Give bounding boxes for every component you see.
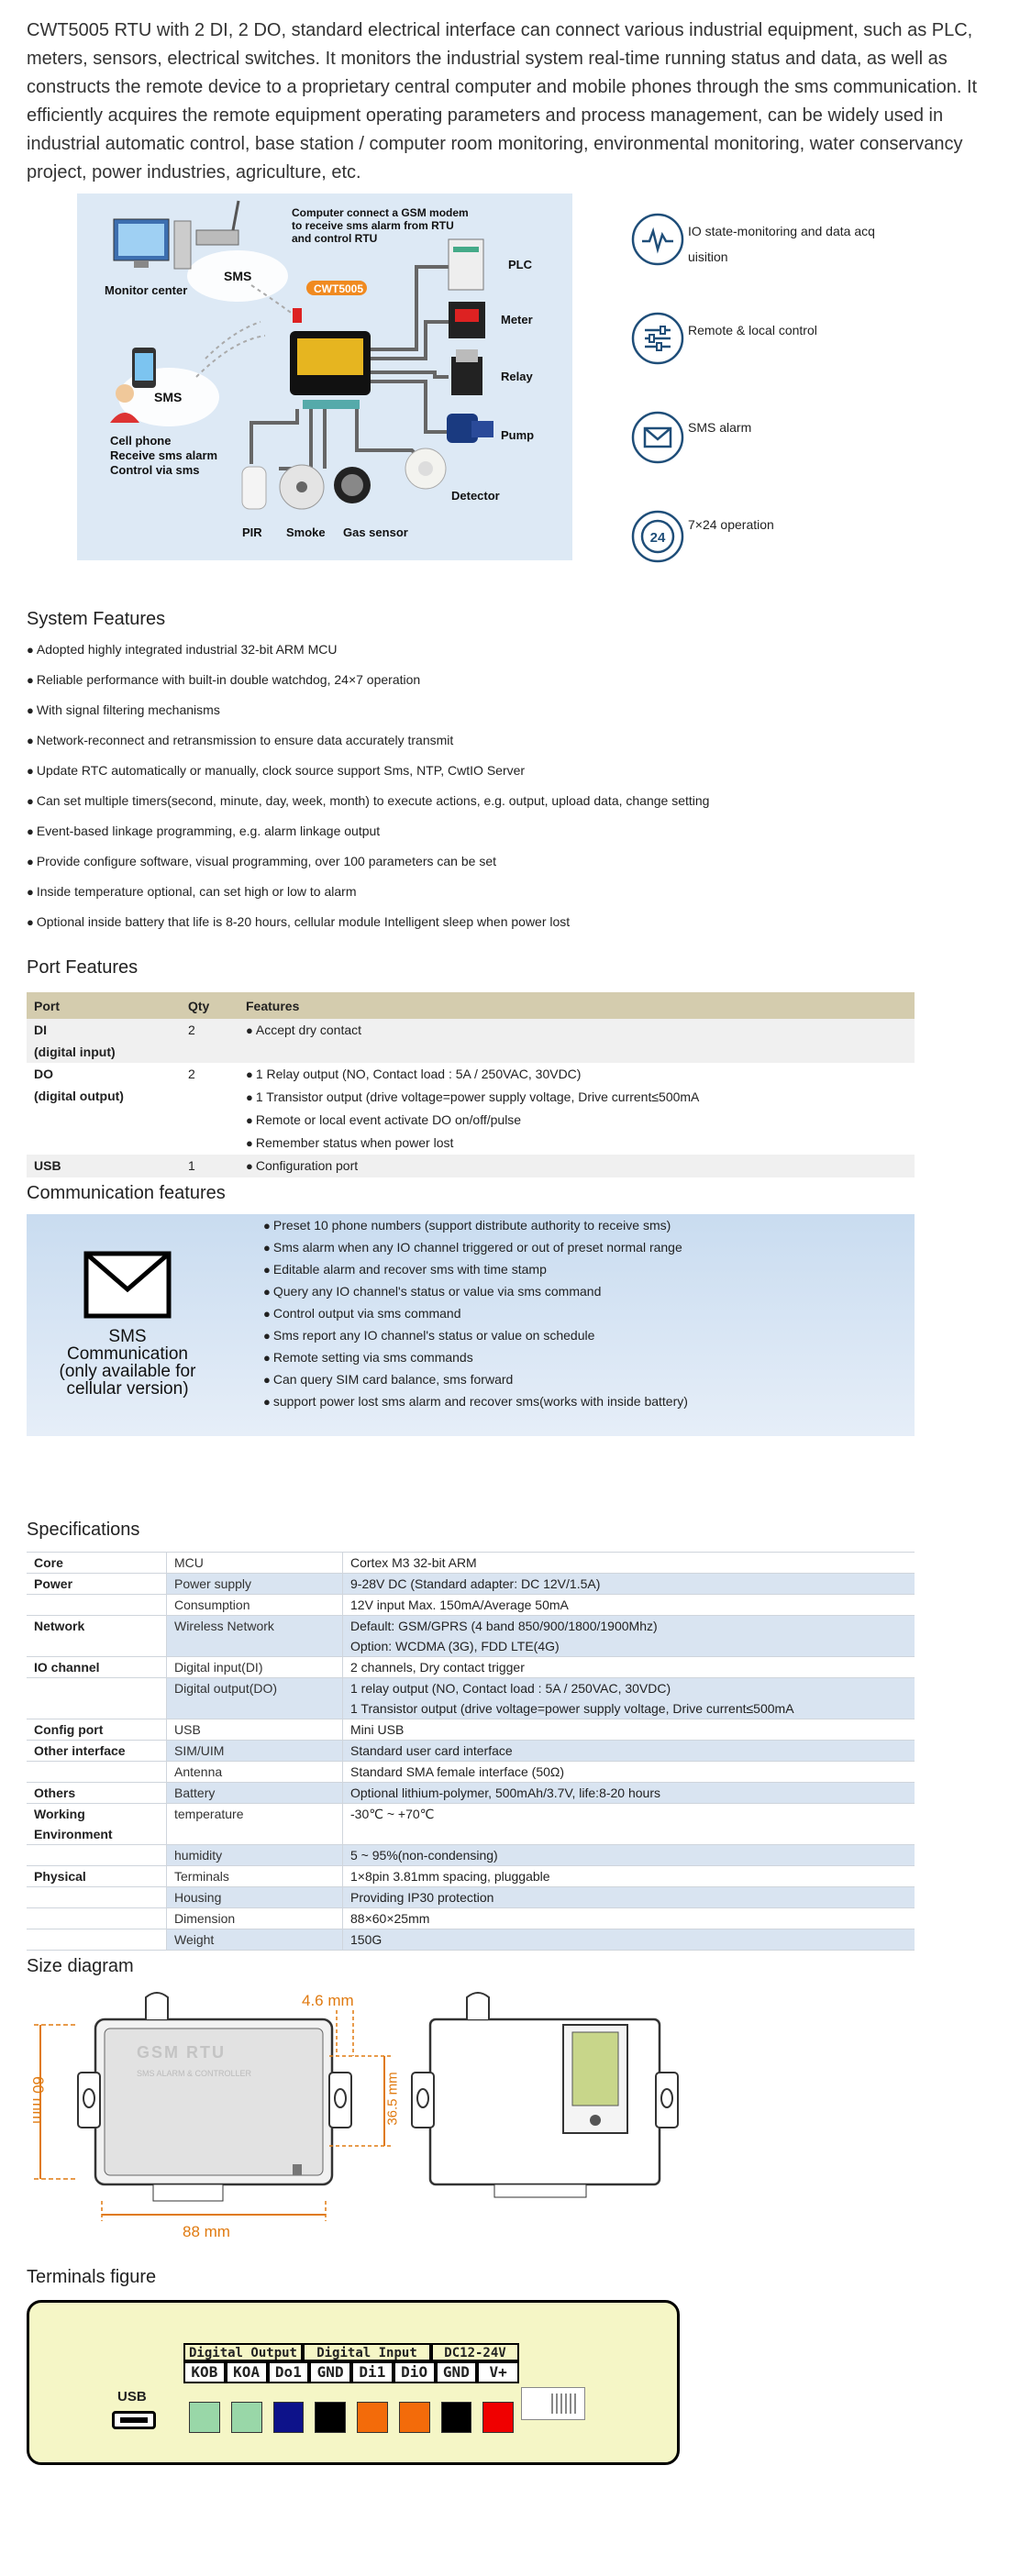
table-row (27, 1019, 915, 1063)
table-row (27, 1929, 915, 1951)
comm-feature-item: ● Editable alarm and recover sms with time stamp (263, 1262, 547, 1277)
spec-item-cell: humidity (167, 1845, 343, 1866)
table-row (27, 1063, 915, 1155)
antenna-icon (293, 308, 302, 323)
spec-category-cell (27, 1595, 167, 1616)
dim-height-label: 60 mm (28, 2076, 47, 2124)
communication-panel (27, 1214, 915, 1436)
pin-color-swatch (441, 2402, 472, 2433)
features-cell: ● Accept dry contact (238, 1019, 915, 1063)
computer-note: Computer connect a GSM modem to receive sms alarm from RTU and control RTU (292, 206, 469, 245)
spec-item-cell: Weight (167, 1929, 343, 1951)
spec-category-cell (27, 1908, 167, 1929)
pir-icon (242, 467, 266, 509)
spec-value-cell: Optional lithium-polymer, 500mAh/3.7V, life:8-20 hours (343, 1783, 915, 1804)
pin-color-swatch (399, 2402, 430, 2433)
highlight-label-io: IO state-monitoring and data acq uisition (688, 224, 875, 264)
features-header: Features (238, 992, 915, 1019)
spec-item-cell: SIM/UIM (167, 1741, 343, 1762)
spec-item-cell: USB (167, 1719, 343, 1741)
system-feature-item: ● Reliable performance with built-in double watchdog, 24×7 operation (27, 672, 421, 687)
clock-24-icon (631, 510, 684, 563)
pin-label: DiO (394, 2361, 436, 2383)
spec-value-cell: 9-28V DC (Standard adapter: DC 12V/1.5A) (343, 1574, 915, 1595)
system-feature-item: ● Update RTC automatically or manually, clock source support Sms, NTP, CwtIO Server (27, 763, 526, 778)
system-feature-item: ● Adopted highly integrated industrial 32-bit ARM MCU (27, 642, 338, 657)
spec-item-cell: Dimension (167, 1908, 343, 1929)
comm-feature-item: ● Control output via sms command (263, 1306, 461, 1321)
spec-value-cell: Cortex M3 32-bit ARM (343, 1553, 915, 1574)
smoke-label: Smoke (286, 525, 326, 539)
specifications-table (27, 1552, 915, 1951)
spec-value-cell: 5 ~ 95%(non-condensing) (343, 1845, 915, 1866)
device-sublabel: SMS ALARM & CONTROLLER (137, 2069, 252, 2078)
spec-category-cell (27, 1845, 167, 1866)
spec-item-cell: Wireless Network (167, 1616, 343, 1657)
spec-value-cell: Mini USB (343, 1719, 915, 1741)
pin-color-swatch (189, 2402, 220, 2433)
monitor-center-label: Monitor center (105, 283, 188, 297)
table-row (27, 1657, 915, 1678)
system-feature-item: ● Inside temperature optional, can set high or low to alarm (27, 884, 357, 899)
group-digital-input: Digital Input (303, 2343, 431, 2361)
terminals-panel (27, 2300, 680, 2465)
pin-color-row (183, 2402, 519, 2435)
comm-feature-item: ● support power lost sms alarm and recover sms(works with inside battery) (263, 1394, 688, 1409)
group-power: DC12-24V (431, 2343, 519, 2361)
gas-sensor-label: Gas sensor (343, 525, 408, 539)
port-cell: DI (digital input) (27, 1019, 181, 1063)
communication-title: Communication features (27, 1183, 226, 1203)
pin-label: Di1 (351, 2361, 394, 2383)
pin-color-swatch (357, 2402, 388, 2433)
spec-item-cell: temperature (167, 1804, 343, 1845)
spec-value-cell: Default: GSM/GPRS (4 band 850/900/1800/1900Mhz) Option: WCDMA (3G), FDD LTE(4G) (343, 1616, 915, 1657)
spec-item-cell: Consumption (167, 1595, 343, 1616)
table-row (27, 1845, 915, 1866)
dim-inner-label: 36.5 mm (384, 2072, 401, 2126)
system-feature-item: ● Event-based linkage programming, e.g. alarm linkage output (27, 824, 381, 838)
spec-category-cell: Other interface (27, 1741, 167, 1762)
size-diagram-title: Size diagram (27, 1956, 134, 1976)
comm-feature-item: ● Preset 10 phone numbers (support distribute authority to receive sms) (263, 1218, 671, 1233)
pin-color-swatch (315, 2402, 346, 2433)
detector-label: Detector (451, 489, 500, 503)
pin-label: V+ (477, 2361, 519, 2383)
pin-label: GND (436, 2361, 478, 2383)
spec-value-cell: -30℃ ~ +70℃ (343, 1804, 915, 1845)
port-header: Port (27, 992, 181, 1019)
dim-top-label: 4.6 mm (302, 1992, 354, 2009)
table-row (27, 1783, 915, 1804)
spec-item-cell: Housing (167, 1887, 343, 1908)
application-diagram (77, 193, 572, 560)
port-features-table (27, 992, 915, 1177)
spec-item-cell: Battery (167, 1783, 343, 1804)
qty-cell: 2 (181, 1063, 238, 1155)
product-tag: CWT5005 (314, 282, 364, 295)
size-diagram-art (27, 1981, 696, 2238)
system-feature-item: ● With signal filtering mechanisms (27, 702, 220, 717)
table-row (27, 1762, 915, 1783)
person-icon (116, 384, 134, 403)
pump-label: Pump (501, 428, 535, 442)
usb-port-icon (112, 2411, 156, 2429)
table-row (27, 1595, 915, 1616)
table-row (27, 1553, 915, 1574)
highlight-label-control: Remote & local control (688, 323, 817, 337)
pin-label: KOA (226, 2361, 268, 2383)
spec-category-cell: Physical (27, 1866, 167, 1887)
sms-top-label: SMS (224, 269, 252, 283)
comm-feature-item: ● Sms report any IO channel's status or value on schedule (263, 1328, 595, 1343)
meter-label: Meter (501, 313, 533, 326)
spec-value-cell: Standard user card interface (343, 1741, 915, 1762)
qty-header: Qty (181, 992, 238, 1019)
terminals-title: Terminals figure (27, 2267, 157, 2287)
modem-icon (196, 230, 238, 245)
pir-label: PIR (242, 525, 262, 539)
size-diagram (27, 1981, 696, 2238)
pin-color-swatch (273, 2402, 305, 2433)
sim-slot-icon (521, 2387, 585, 2420)
pin-label: GND (309, 2361, 351, 2383)
specifications-title: Specifications (27, 1520, 140, 1540)
spec-value-cell: 12V input Max. 150mA/Average 50mA (343, 1595, 915, 1616)
features-cell: ● Configuration port (238, 1155, 915, 1177)
spec-value-cell: 1 relay output (NO, Contact load : 5A / 250VAC, 30VDC) 1 Transistor output (drive voltage=power supply voltage, Drive current≤500mA (343, 1678, 915, 1719)
comm-feature-item: ● Remote setting via sms commands (263, 1350, 473, 1365)
intro-paragraph: CWT5005 RTU with 2 DI, 2 DO, standard electrical interface can connect various industrial equipment, such as PLC, meters, sensors, electrical switches. It monitors the industrial system real-time running status and data, as well as constructs the remote device to a proprietary central computer and mobile phones through the sms communication. It efficiently acquires the remote equipment operating parameters and process management, can be widely used in industrial automatic control, base station / computer room monitoring, environmental monitoring, water conservancy project, power industries, agriculture, etc. (27, 20, 978, 182)
table-row (27, 1574, 915, 1595)
spec-category-cell: Power (27, 1574, 167, 1595)
spec-category-cell: Config port (27, 1719, 167, 1741)
envelope-icon (83, 1251, 172, 1323)
spec-value-cell: 2 channels, Dry contact trigger (343, 1657, 915, 1678)
pin-color-swatch (482, 2402, 514, 2433)
table-row (27, 1804, 915, 1845)
pin-label-row (183, 2361, 519, 2383)
port-cell: DO (digital output) (27, 1063, 181, 1155)
system-feature-item: ● Network-reconnect and retransmission to ensure data accurately transmit (27, 733, 454, 747)
envelope-icon (631, 411, 684, 464)
sliders-icon (631, 312, 684, 365)
highlight-label-24: 7×24 operation (688, 517, 774, 532)
comm-feature-item: ● Query any IO channel's status or value via sms command (263, 1284, 602, 1299)
highlight-label-sms: SMS alarm (688, 420, 752, 435)
spec-item-cell: Digital output(DO) (167, 1678, 343, 1719)
device-label: GSM RTU (137, 2043, 226, 2062)
table-row (27, 1741, 915, 1762)
spec-value-cell: 150G (343, 1929, 915, 1951)
spec-category-cell: IO channel (27, 1657, 167, 1678)
pin-label: Do1 (268, 2361, 310, 2383)
svg-text:24: 24 (649, 530, 666, 546)
relay-icon (451, 357, 482, 395)
dim-width-label: 88 mm (183, 2223, 230, 2240)
spec-category-cell (27, 1887, 167, 1908)
cell-phone-label: Cell phone Receive sms alarm Control via sms (110, 434, 218, 477)
system-feature-item: ● Optional inside battery that life is 8-20 hours, cellular module Intelligent sleep when power lost (27, 914, 571, 929)
comm-feature-item: ● Sms alarm when any IO channel triggered or out of preset normal range (263, 1240, 682, 1255)
system-features-title: System Features (27, 609, 166, 629)
pin-label: KOB (183, 2361, 226, 2383)
waveform-icon (631, 213, 684, 266)
application-diagram-art (77, 193, 572, 560)
table-row (27, 1866, 915, 1887)
spec-value-cell: 1×8pin 3.81mm spacing, pluggable (343, 1866, 915, 1887)
pin-color-swatch (231, 2402, 262, 2433)
port-features-title: Port Features (27, 957, 139, 978)
features-cell: ● 1 Relay output (NO, Contact load : 5A / 250VAC, 30VDC) ● 1 Transistor output (drive voltage=power supply voltage, Drive current≤500mA ● Remote or local event activate DO on/off/pulse ● Remember status when power lost (238, 1063, 915, 1155)
port-cell: USB (27, 1155, 181, 1177)
relay-label: Relay (501, 370, 533, 383)
table-row (27, 1887, 915, 1908)
spec-category-cell (27, 1678, 167, 1719)
spec-item-cell: Digital input(DI) (167, 1657, 343, 1678)
sms-communication-caption: SMS Communication (only available for cellular version) (59, 1327, 196, 1399)
spec-value-cell: Standard SMA female interface (50Ω) (343, 1762, 915, 1783)
spec-value-cell: 88×60×25mm (343, 1908, 915, 1929)
spec-item-cell: Power supply (167, 1574, 343, 1595)
qty-cell: 1 (181, 1155, 238, 1177)
group-digital-output: Digital Output (183, 2343, 303, 2361)
table-row (27, 1719, 915, 1741)
spec-category-cell (27, 1762, 167, 1783)
plc-label: PLC (508, 258, 532, 271)
table-row (27, 1616, 915, 1657)
spec-value-cell: Providing IP30 protection (343, 1887, 915, 1908)
spec-category-cell (27, 1929, 167, 1951)
spec-category-cell: Core (27, 1553, 167, 1574)
spec-category-cell: Working Environment (27, 1804, 167, 1845)
spec-item-cell: Terminals (167, 1866, 343, 1887)
sms-left-label: SMS (154, 390, 183, 404)
qty-cell: 2 (181, 1019, 238, 1063)
table-row (27, 1678, 915, 1719)
system-feature-item: ● Provide configure software, visual programming, over 100 parameters can be set (27, 854, 496, 868)
spec-category-cell: Others (27, 1783, 167, 1804)
spec-item-cell: MCU (167, 1553, 343, 1574)
spec-item-cell: Antenna (167, 1762, 343, 1783)
table-row (27, 1155, 915, 1177)
comm-feature-item: ● Can query SIM card balance, sms forward (263, 1372, 514, 1387)
spec-category-cell: Network (27, 1616, 167, 1657)
system-feature-item: ● Can set multiple timers(second, minute, day, week, month) to execute actions, e.g. output, upload data, change setting (27, 793, 710, 808)
table-row (27, 1908, 915, 1929)
usb-label: USB (117, 2389, 147, 2405)
